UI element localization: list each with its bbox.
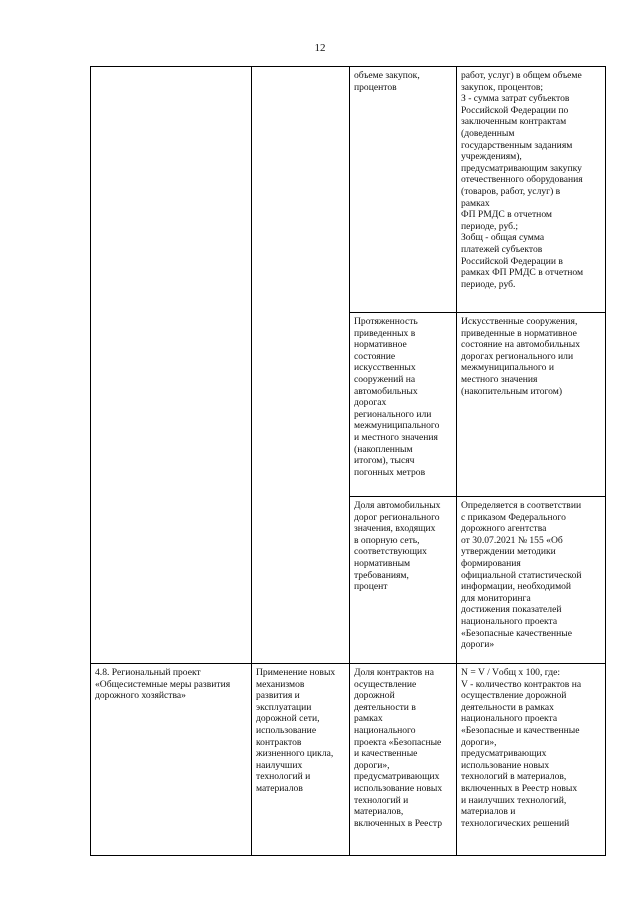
project-name: 4.8. Региональный проект «Общесистемные меры развития дорожного хозяйства» [95,667,231,702]
indicator-method-cell [457,67,606,313]
indicator-name: Протяженность приведенных в нормативное состояние искусственных сооружений на автомобильных дорогах регионального или межмуниципального и местного значения (накопленным итогом), тысяч погонных метров [354,316,440,478]
indicator-name-cell [350,664,457,856]
task-description: Применение новых механизмов развития и эксплуатации дорожной сети, использование контрактов жизненного цикла, наилучших технологий и материалов [256,667,336,794]
indicator-name: объеме закупок, процентов [354,70,420,93]
indicator-method-cell [457,497,606,664]
indicator-name-cell [350,67,457,313]
task-cell [252,664,350,856]
indicator-method: N = V / Vобщ x 100, где: V - количество контрактов на осуществление дорожной деятельности в рамках национального проекта «Безопасные и качественные дороги», предусматривающих использование новых технологий в материалов, включенных в Реестр новых и наилучших технологий, материалов и технологических решений [461,667,582,829]
project-cell [91,67,252,664]
task-cell [252,67,350,664]
page-number: 12 [314,42,326,54]
indicator-name-cell [350,313,457,497]
indicator-method: Искусственные сооружения, приведенные в нормативное состояние на автомобильных дорогах регионального или межмуниципального и местного значения (накопительным итогом) [461,316,581,397]
indicator-name: Доля контрактов на осуществление дорожной деятельности в рамках национального проекта «Безопасные и качественные дороги», предусматривающих использование новых технологий и материалов, включенных в Реестр [354,667,443,829]
table-row [91,67,606,313]
table-row [91,664,606,856]
indicator-method-cell [457,313,606,497]
indicator-method-cell [457,664,606,856]
project-cell [91,664,252,856]
indicator-method: Определяется в соответствии с приказом Федерального дорожного агентства от 30.07.2021 № 155 «Об утверждении методики формирования официальной статистической информации, необходимой для мониторинга достижения показателей национального проекта «Безопасные качественные дороги» [461,500,582,651]
indicator-name-cell [350,497,457,664]
indicator-method: работ, услуг) в общем объеме закупок, процентов; З - сумма затрат субъектов Российской Федерации по заключенным контрактам (доведенным государственным заданиям учреждениям), предусматривающим закупку отечественного оборудования (товаров, работ, услуг) в рамках ФП РМДС в отчетном периоде, руб.; Зобщ - общая сумма платежей субъектов Российской Федерации в рамках ФП РМДС в отчетном периоде, руб. [461,70,584,290]
indicator-name: Доля автомобильных дорог регионального значения, входящих в опорную сеть, соответствующих нормативным требованиям, процент [354,500,441,593]
indicator-table [90,66,606,856]
